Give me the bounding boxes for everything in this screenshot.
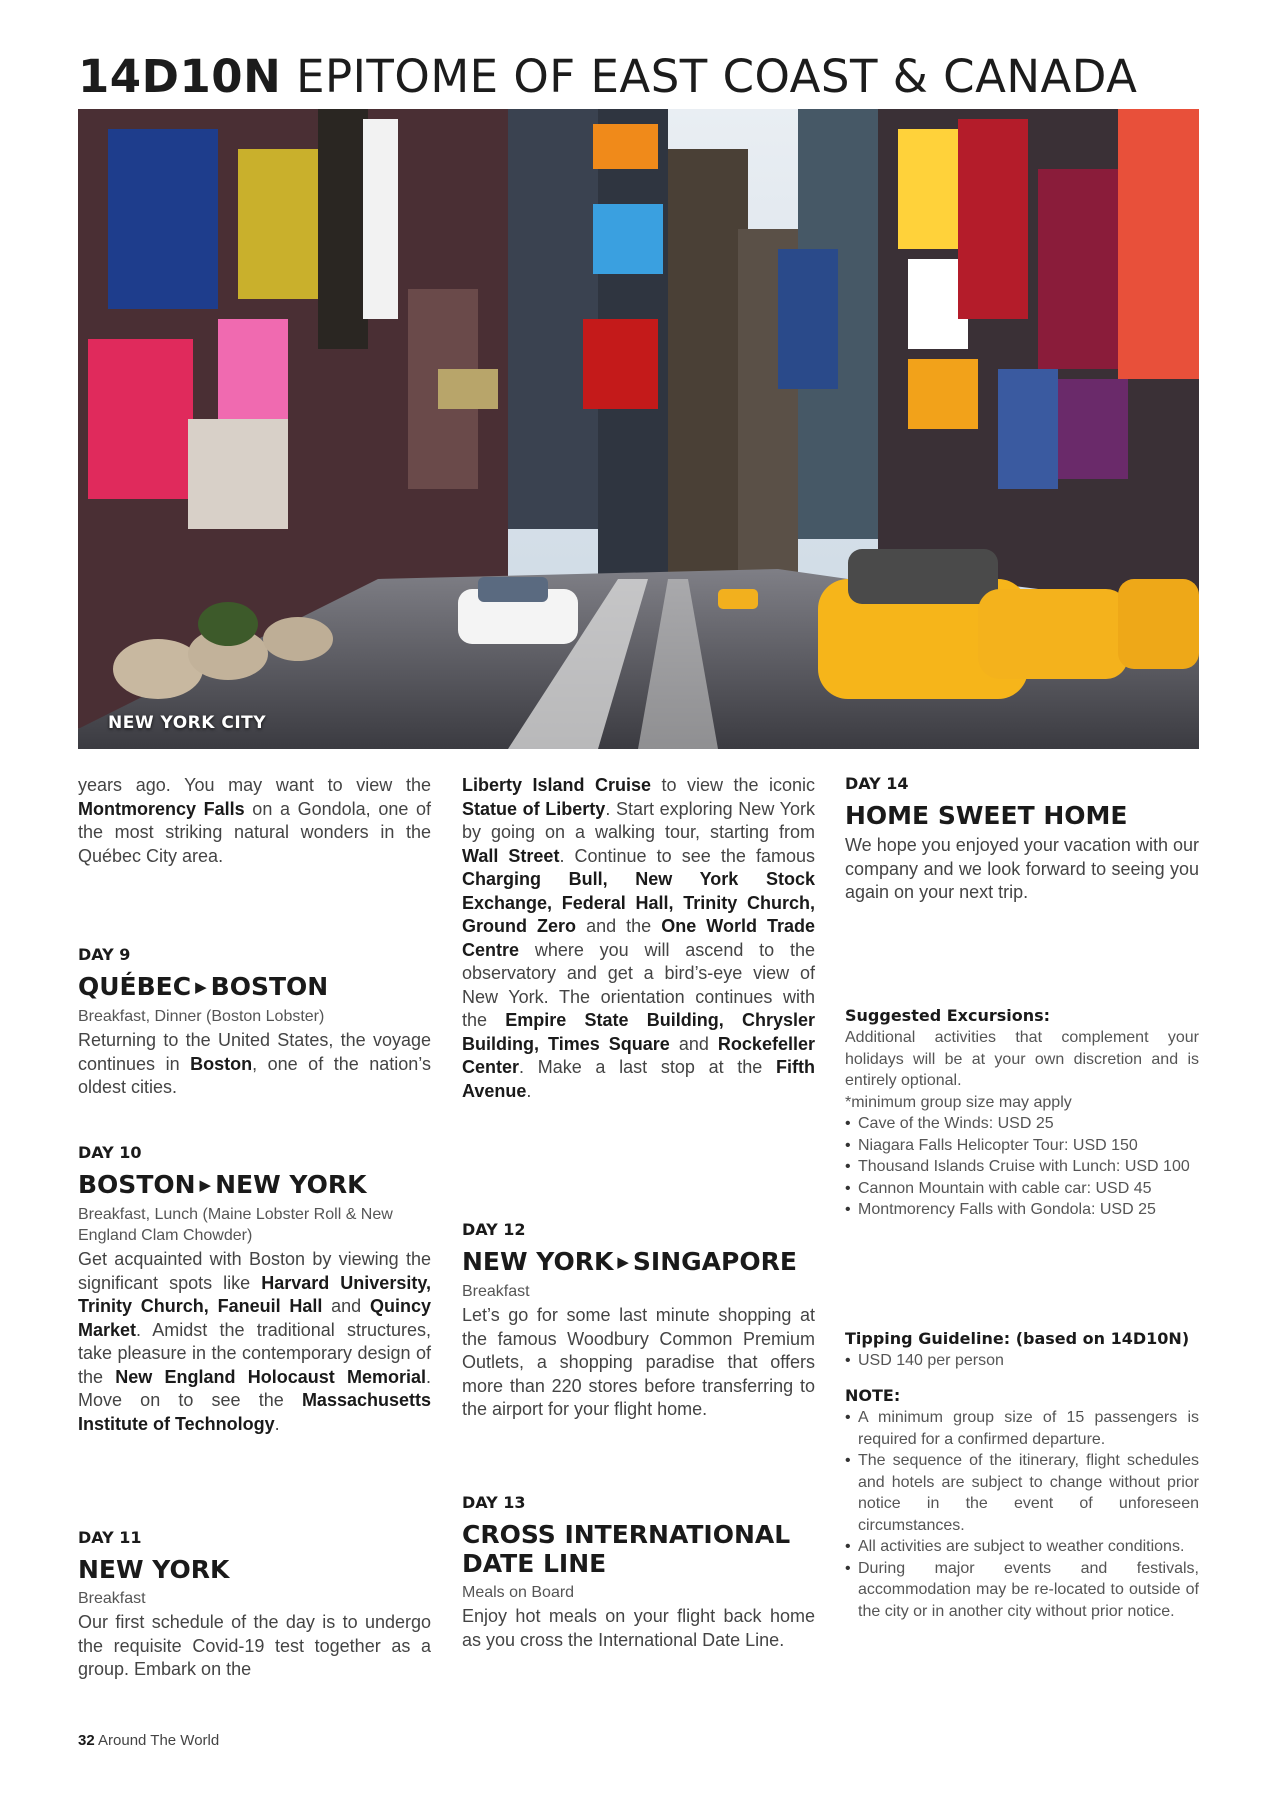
excursions-intro: Additional activities that complement your holidays will be at your own discretion and is entirely optional.: [845, 1029, 1199, 1089]
bold-place-name: Boston: [190, 1053, 253, 1074]
excursions-heading: Suggested Excursions:: [845, 1006, 1051, 1025]
hero-caption: NEW YORK CITY: [108, 713, 267, 733]
text-run: . Start exploring New York by going on a walking tour, starting from: [462, 798, 816, 842]
day-10-from: BOSTON: [78, 1170, 196, 1199]
day-9-title: [78, 972, 431, 1002]
excursions-note: *minimum group size may apply: [845, 1093, 1072, 1111]
list-item: • A minimum group size of 15 passengers is required for a confirmed departure.: [845, 1407, 1199, 1450]
day-10-label: DAY 10: [78, 1143, 142, 1162]
note-heading: NOTE:: [845, 1386, 901, 1405]
day-14-body: [845, 834, 1199, 905]
text-run: Enjoy hot meals on your flight back home as you cross the International Date Line.: [462, 1606, 815, 1650]
excursions-list: [845, 1113, 1199, 1221]
bold-place-name: Montmorency Falls: [78, 798, 245, 819]
text-run: , one of the nation’s oldest cities.: [78, 1053, 431, 1097]
hero-image: [78, 109, 1199, 749]
page-title: [78, 52, 1137, 102]
bold-place-name: Rockefeller Center: [462, 1033, 815, 1077]
day-10-meals: Breakfast, Lunch (Maine Lobster Roll & New England Clam Chowder): [78, 1206, 393, 1244]
day-12-from: NEW YORK: [462, 1247, 614, 1276]
day-9-label: DAY 9: [78, 945, 131, 964]
list-item: • Thousand Islands Cruise with Lunch: USD 100: [845, 1156, 1199, 1178]
text-run: Get acquainted with Boston by viewing the significant spots like: [78, 1249, 431, 1293]
text-run: and: [669, 1033, 718, 1054]
publication-name: Around The World: [98, 1732, 220, 1749]
col2-intro: [462, 774, 815, 1103]
list-item: • USD 140 per person: [845, 1350, 1199, 1372]
day-9-from: QUÉBEC: [78, 972, 192, 1001]
day-10-to: NEW YORK: [215, 1170, 367, 1199]
day-9-body: [78, 1029, 431, 1100]
day-14-label: DAY 14: [845, 774, 909, 793]
list-item: • All activities are subject to weather conditions.: [845, 1536, 1199, 1558]
day-12-to: SINGAPORE: [632, 1247, 797, 1276]
list-item: • Cave of the Winds: USD 25: [845, 1113, 1199, 1135]
text-run: . Continue to see the famous: [559, 845, 815, 866]
bold-place-name: Massachusetts Institute of Technology: [78, 1390, 431, 1434]
bold-place-name: Wall Street: [462, 845, 560, 866]
bold-place-name: Charging Bull, New York Stock Exchange, Federal Hall, Trinity Church, Ground Zero: [462, 869, 815, 936]
note-section: [845, 1386, 1199, 1622]
day-12-label: DAY 12: [462, 1220, 526, 1239]
day-10: [78, 1143, 431, 1436]
text-run: and: [322, 1296, 370, 1316]
bold-place-name: Fifth Avenue: [462, 1057, 815, 1101]
day-14: [845, 774, 1199, 905]
day-13-title-line1: CROSS INTERNATIONAL: [462, 1520, 791, 1549]
day-13-title: [462, 1520, 815, 1578]
bold-place-name: Empire State Building, Chrysler Building, Times Square: [462, 1010, 815, 1054]
day-11-meals: Breakfast: [78, 1590, 146, 1607]
day-11-label: DAY 11: [78, 1528, 142, 1547]
text-run: Our first schedule of the day is to undergo the requisite Covid-19 test together as a group. Embark on the: [78, 1612, 431, 1679]
day-13-label: DAY 13: [462, 1493, 526, 1512]
day-13-meals: Meals on Board: [462, 1584, 575, 1601]
tipping-heading: Tipping Guideline: (based on 14D10N): [845, 1329, 1190, 1348]
bold-place-name: Liberty Island Cruise: [462, 775, 652, 795]
title-bold: 14D10N: [78, 50, 282, 103]
text-run: . Make a last stop at the: [519, 1057, 777, 1077]
day-12: [462, 1220, 815, 1422]
bold-place-name: Harvard University, Trinity Church, Faneuil Hall: [78, 1272, 432, 1316]
excursions-section: [845, 1006, 1199, 1221]
text-run: and the: [576, 916, 662, 936]
bold-place-name: Quincy Market: [78, 1296, 431, 1340]
page-footer: [78, 1732, 219, 1749]
day-13-body: [462, 1605, 815, 1652]
day-12-body: [462, 1304, 815, 1422]
text-run: .: [526, 1080, 532, 1101]
day-10-body: [78, 1248, 431, 1436]
text-run: Let’s go for some last minute shopping at the famous Woodbury Common Premium Outlets, a shopping paradise that offers more than 220 stores before transferring to the airport for your flight home.: [462, 1305, 815, 1419]
day-13: [462, 1493, 815, 1652]
tipping-section: [845, 1329, 1199, 1372]
text-run: where you will ascend to the observatory and get a bird’s-eye view of New York. The orientation continues with the: [462, 939, 815, 1030]
arrow-right-icon: ▶: [199, 1176, 212, 1194]
day-12-meals: Breakfast: [462, 1283, 530, 1300]
col1-intro: [78, 774, 431, 868]
list-item: • Cannon Mountain with cable car: USD 45: [845, 1178, 1199, 1200]
day-11-body: [78, 1611, 431, 1682]
tipping-list: [845, 1350, 1199, 1372]
text-run: Returning to the United States, the voyage continues in: [78, 1030, 431, 1074]
text-run: years ago. You may want to view the: [78, 775, 431, 795]
day-9-to: BOSTON: [210, 972, 329, 1001]
text-run: We hope you enjoyed your vacation with our company and we look forward to seeing you again on your next trip.: [845, 835, 1199, 902]
bold-place-name: New England Holocaust Memorial: [115, 1366, 426, 1387]
list-item: • The sequence of the itinerary, flight schedules and hotels are subject to change without prior notice in the event of unforeseen circumstances.: [845, 1450, 1199, 1536]
list-item: • During major events and festivals, accommodation may be re-located to outside of the city or in another city without prior notice.: [845, 1558, 1199, 1623]
note-list: [845, 1407, 1199, 1622]
list-item: • Niagara Falls Helicopter Tour: USD 150: [845, 1135, 1199, 1157]
text-run: . Amidst the traditional structures, take pleasure in the contemporary design of the: [78, 1319, 431, 1387]
text-run: .: [274, 1413, 280, 1434]
day-13-title-line2: DATE LINE: [462, 1549, 607, 1578]
list-item: • Montmorency Falls with Gondola: USD 25: [845, 1199, 1199, 1221]
day-12-title: [462, 1247, 815, 1277]
day-9-meals: Breakfast, Dinner (Boston Lobster): [78, 1008, 325, 1025]
bold-place-name: One World Trade Centre: [462, 916, 816, 960]
arrow-right-icon: ▶: [617, 1253, 629, 1271]
text-run: . Move on to see the: [78, 1366, 431, 1410]
day-11-title: NEW YORK: [78, 1555, 230, 1584]
times-square-photo: [78, 109, 1199, 749]
arrow-right-icon: ▶: [195, 978, 207, 996]
bold-place-name: Statue of Liberty: [462, 798, 606, 819]
text-run: to view the iconic: [651, 775, 815, 795]
text-run: on a Gondola, one of the most striking natural wonders in the Québec City area.: [78, 798, 431, 866]
page-number: 32: [78, 1732, 95, 1749]
day-9: [78, 945, 431, 1100]
day-14-title: HOME SWEET HOME: [845, 801, 1128, 830]
day-10-title: [78, 1170, 431, 1200]
day-11: [78, 1528, 431, 1682]
title-rest: EPITOME OF EAST COAST & CANADA: [296, 50, 1138, 103]
